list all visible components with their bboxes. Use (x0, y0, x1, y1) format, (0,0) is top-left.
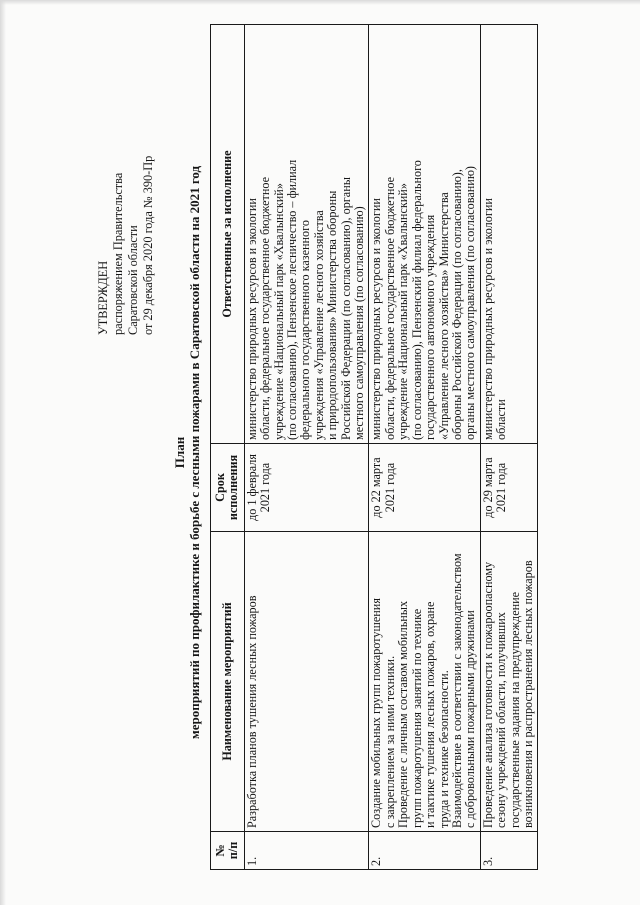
header-activity-name: Наименование мероприятий (211, 532, 245, 832)
approval-region-line: Саратовской области (126, 225, 140, 335)
row-activity: Разработка планов тушения лесных пожаров (244, 532, 369, 832)
plan-table (210, 24, 538, 870)
row-number: 2. (369, 832, 480, 870)
row-number: 1. (244, 832, 369, 870)
table-header-row (211, 25, 245, 870)
approval-block (96, 5, 156, 335)
header-number: № п/п (211, 832, 245, 870)
table-row (369, 25, 480, 870)
row-responsible: министерство природных ресурсов и экологии области, федеральное государственное бюджетное учреждение «Национальный парк «Хвалынский» (по согласованию), Пензенское лесничество – филиал федерального государственного казенного учреждения «Управление лесного хозяйства и природопользования» Министерства обороны Российской Федерации (по согласованию), органы местного самоуправления (по согласованию) (244, 25, 369, 444)
row-responsible: министерство природных ресурсов и экологии области (480, 25, 538, 444)
header-deadline: Срок исполнения (211, 444, 245, 532)
table-row (244, 25, 369, 870)
row-activity: Создание мобильных групп пожаротушения с закреплением за ними техники. Проведение с личным составом мобильных групп пожаротушения занятий по технике и тактике тушения лесных пожаров, охране труда и технике безопасности. Взаимодействие в соответствии с законодательством с добровольными пожарными дружинами (369, 532, 480, 832)
row-activity: Проведение анализа готовности к пожароопасному сезону учреждений области, получивших государственные задания на предупреждение возникновения и распространения лесных пожаров (480, 532, 538, 832)
table-row (480, 25, 538, 870)
row-deadline: до 29 марта 2021 года (480, 444, 538, 532)
approval-heading: УТВЕРЖДЕН (96, 260, 110, 335)
header-responsible: Ответственные за исполнение (211, 25, 245, 444)
row-responsible: министерство природных ресурсов и экологии области, федеральное государственное бюджетное учреждение «Национальный парк «Хвалынский» (по согласованию), Пензенский филиал федерального государственного автономного учреждения «Управление лесного хозяйства» Министерства обороны Российской Федерации (по согласованию), органы местного самоуправления (по согласованию) (369, 25, 480, 444)
approval-date-line: от 29 декабря 2020 года № 390-Пр (141, 155, 155, 335)
row-number: 3. (480, 832, 538, 870)
plan-title: План (172, 436, 187, 469)
row-deadline: до 1 февраля 2021 года (244, 444, 369, 532)
plan-subtitle: мероприятий по профилактике и борьбе с лесными пожарами в Саратовской области на 2021 год (187, 165, 202, 740)
row-deadline: до 22 марта 2021 года (369, 444, 480, 532)
approval-order-line: распоряжением Правительства (111, 172, 125, 335)
